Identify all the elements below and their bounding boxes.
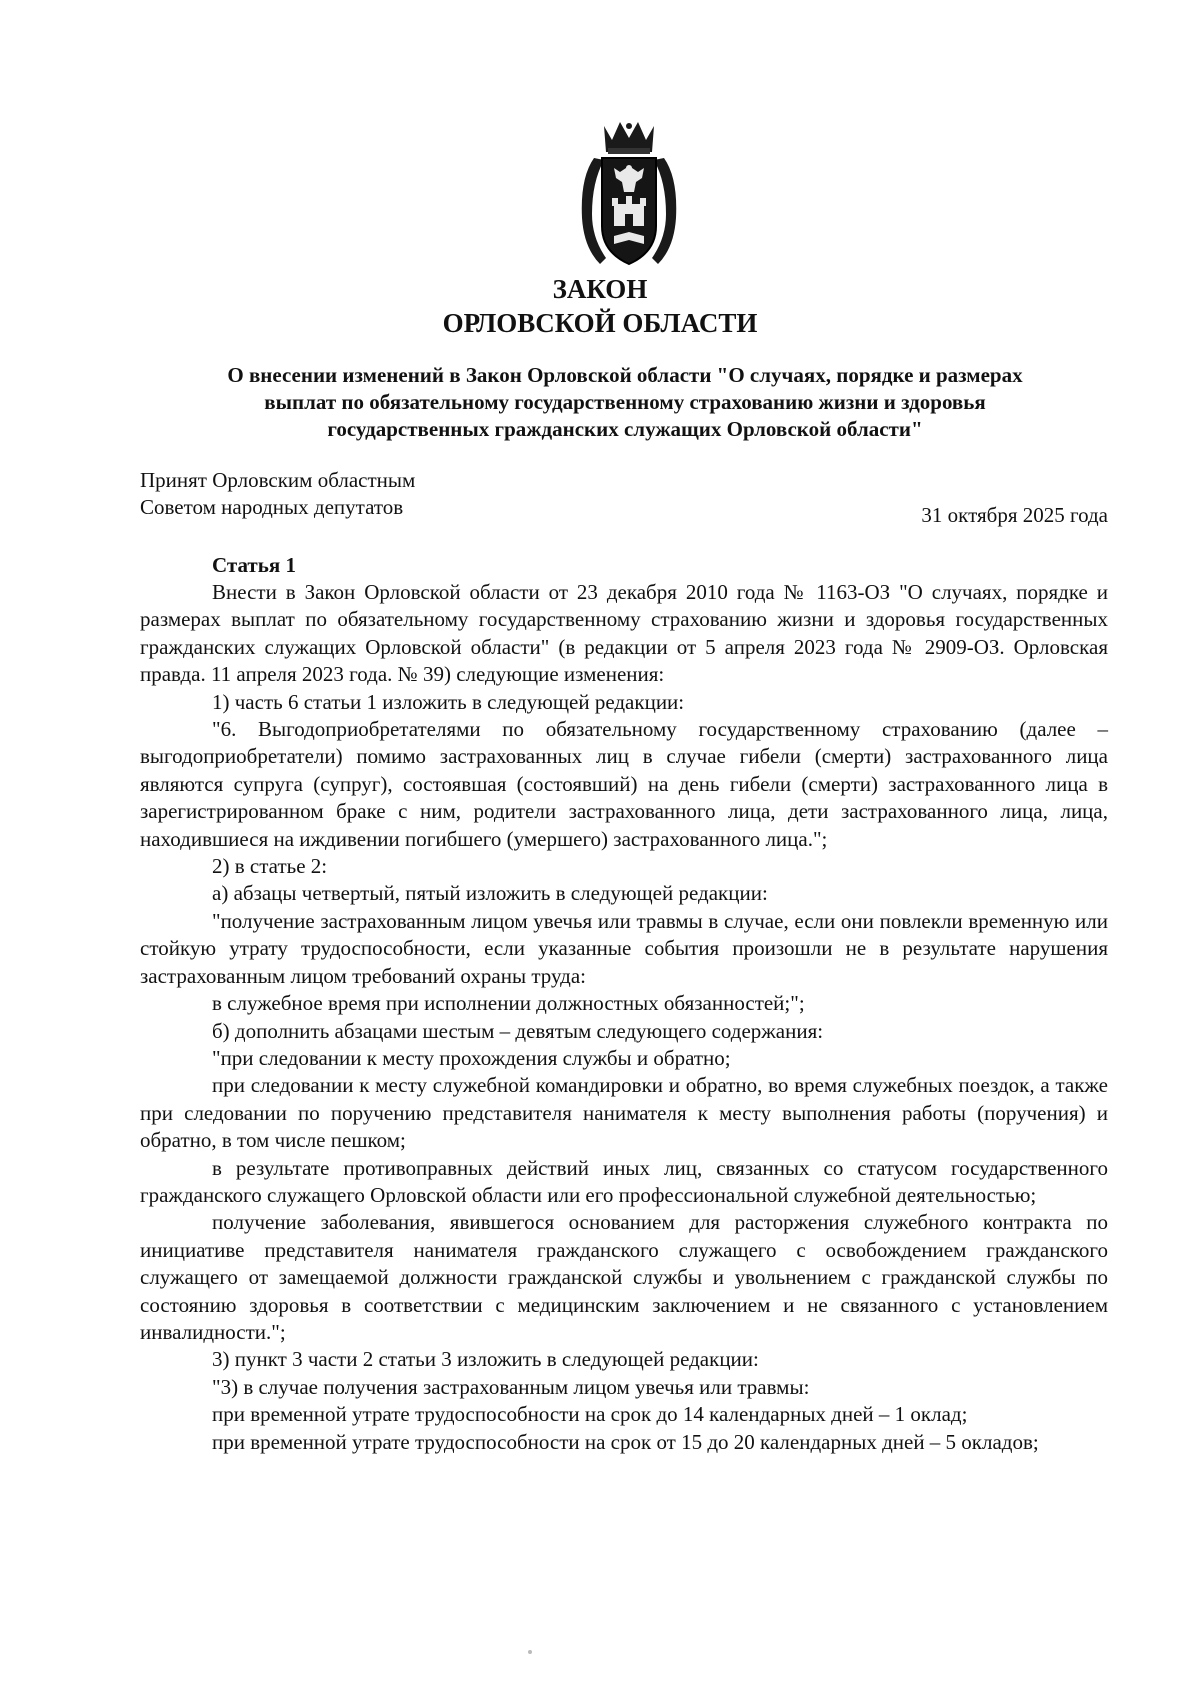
- article-paragraph: "6. Выгодоприобретателями по обязательному государственному страхованию (далее – выгодоприобретатели) помимо застрахованных лиц в случае гибели (смерти) застрахованного лица являются супруга (супруг), состоявшая (состоявший) на день гибели (смерти) застрахованного лица в зарегистрированном браке с ним, родители застрахованного лица, дети застрахованного лица, лица, находившиеся на иждивении погибшего (умершего) застрахованного лица.";: [140, 717, 1108, 851]
- article-paragraph: б) дополнить абзацами шестым – девятым следующего содержания:: [212, 1018, 824, 1043]
- article-paragraph: при следовании к месту служебной командировки и обратно, во время служебных поездок, а также при следовании по поручению представителя нанимателя к месту выполнения работы (поручения) и обратно, в том числе пешком;: [140, 1073, 1108, 1153]
- article-paragraph: Внести в Закон Орловской области от 23 декабря 2010 года № 1163-ОЗ "О случаях, порядке и размерах выплат по обязательному государственному страхованию жизни и здоровья государственных гражданских служащих Орловской области" (в редакции от 5 апреля 2023 года № 2909-ОЗ. Орловская правда. 11 апреля 2023 года. № 39) следующие изменения:: [140, 580, 1108, 687]
- scan-speck: [528, 1650, 532, 1654]
- article-paragraph: 1) часть 6 статьи 1 изложить в следующей редакции:: [212, 689, 685, 714]
- document-title-line-2: ОРЛОВСКОЙ ОБЛАСТИ: [442, 308, 758, 338]
- article-body: [140, 579, 1108, 1456]
- article-heading: Статья 1: [212, 553, 296, 577]
- subtitle-line: государственных гражданских служащих Орловской области": [327, 417, 923, 441]
- coat-of-arms-icon: [570, 118, 688, 268]
- adoption-line-2: Советом народных депутатов: [140, 495, 404, 519]
- subtitle-line: выплат по обязательному государственному страхованию жизни и здоровья: [264, 390, 986, 414]
- document-title-line-1: ЗАКОН: [552, 274, 648, 304]
- article-paragraph: "при следовании к месту прохождения службы и обратно;: [212, 1045, 731, 1070]
- article-paragraph: при временной утрате трудоспособности на срок от 15 до 20 календарных дней – 5 окладов;: [212, 1429, 1039, 1454]
- adoption-line-1: Принят Орловским областным: [140, 468, 416, 492]
- article-paragraph: "3) в случае получения застрахованным лицом увечья или травмы:: [212, 1374, 810, 1399]
- article-paragraph: "получение застрахованным лицом увечья или травмы в случае, если они повлекли временную или стойкую утрату трудоспособности, если указанные события произошли не в результате нарушения застрахованным лицом требований охраны труда:: [140, 908, 1108, 988]
- article-paragraph: при временной утрате трудоспособности на срок до 14 календарных дней – 1 оклад;: [212, 1402, 968, 1427]
- adoption-note: [140, 467, 415, 521]
- article-paragraph: в служебное время при исполнении должностных обязанностей;";: [212, 991, 805, 1016]
- adoption-date: 31 октября 2025 года: [921, 503, 1108, 527]
- article-paragraph: а) абзацы четвертый, пятый изложить в следующей редакции:: [212, 881, 768, 906]
- subtitle-line: О внесении изменений в Закон Орловской области "О случаях, порядке и размерах: [227, 363, 1023, 387]
- article-paragraph: получение заболевания, явившегося основанием для расторжения служебного контракта по инициативе представителя нанимателя гражданского служащего с освобождением гражданского служащего от замещаемой должности гражданской службы и увольнением с гражданской службы по состоянию здоровья в соответствии с медицинским заключением и не связанного с установлением инвалидности.";: [140, 1210, 1108, 1344]
- article-paragraph: в результате противоправных действий иных лиц, связанных со статусом государственного гражданского служащего Орловской области или его профессиональной служебной деятельностью;: [140, 1155, 1108, 1207]
- article-paragraph: 2) в статье 2:: [212, 854, 328, 879]
- document-subtitle: [140, 362, 1110, 443]
- article-paragraph: 3) пункт 3 части 2 статьи 3 изложить в следующей редакции:: [212, 1347, 759, 1372]
